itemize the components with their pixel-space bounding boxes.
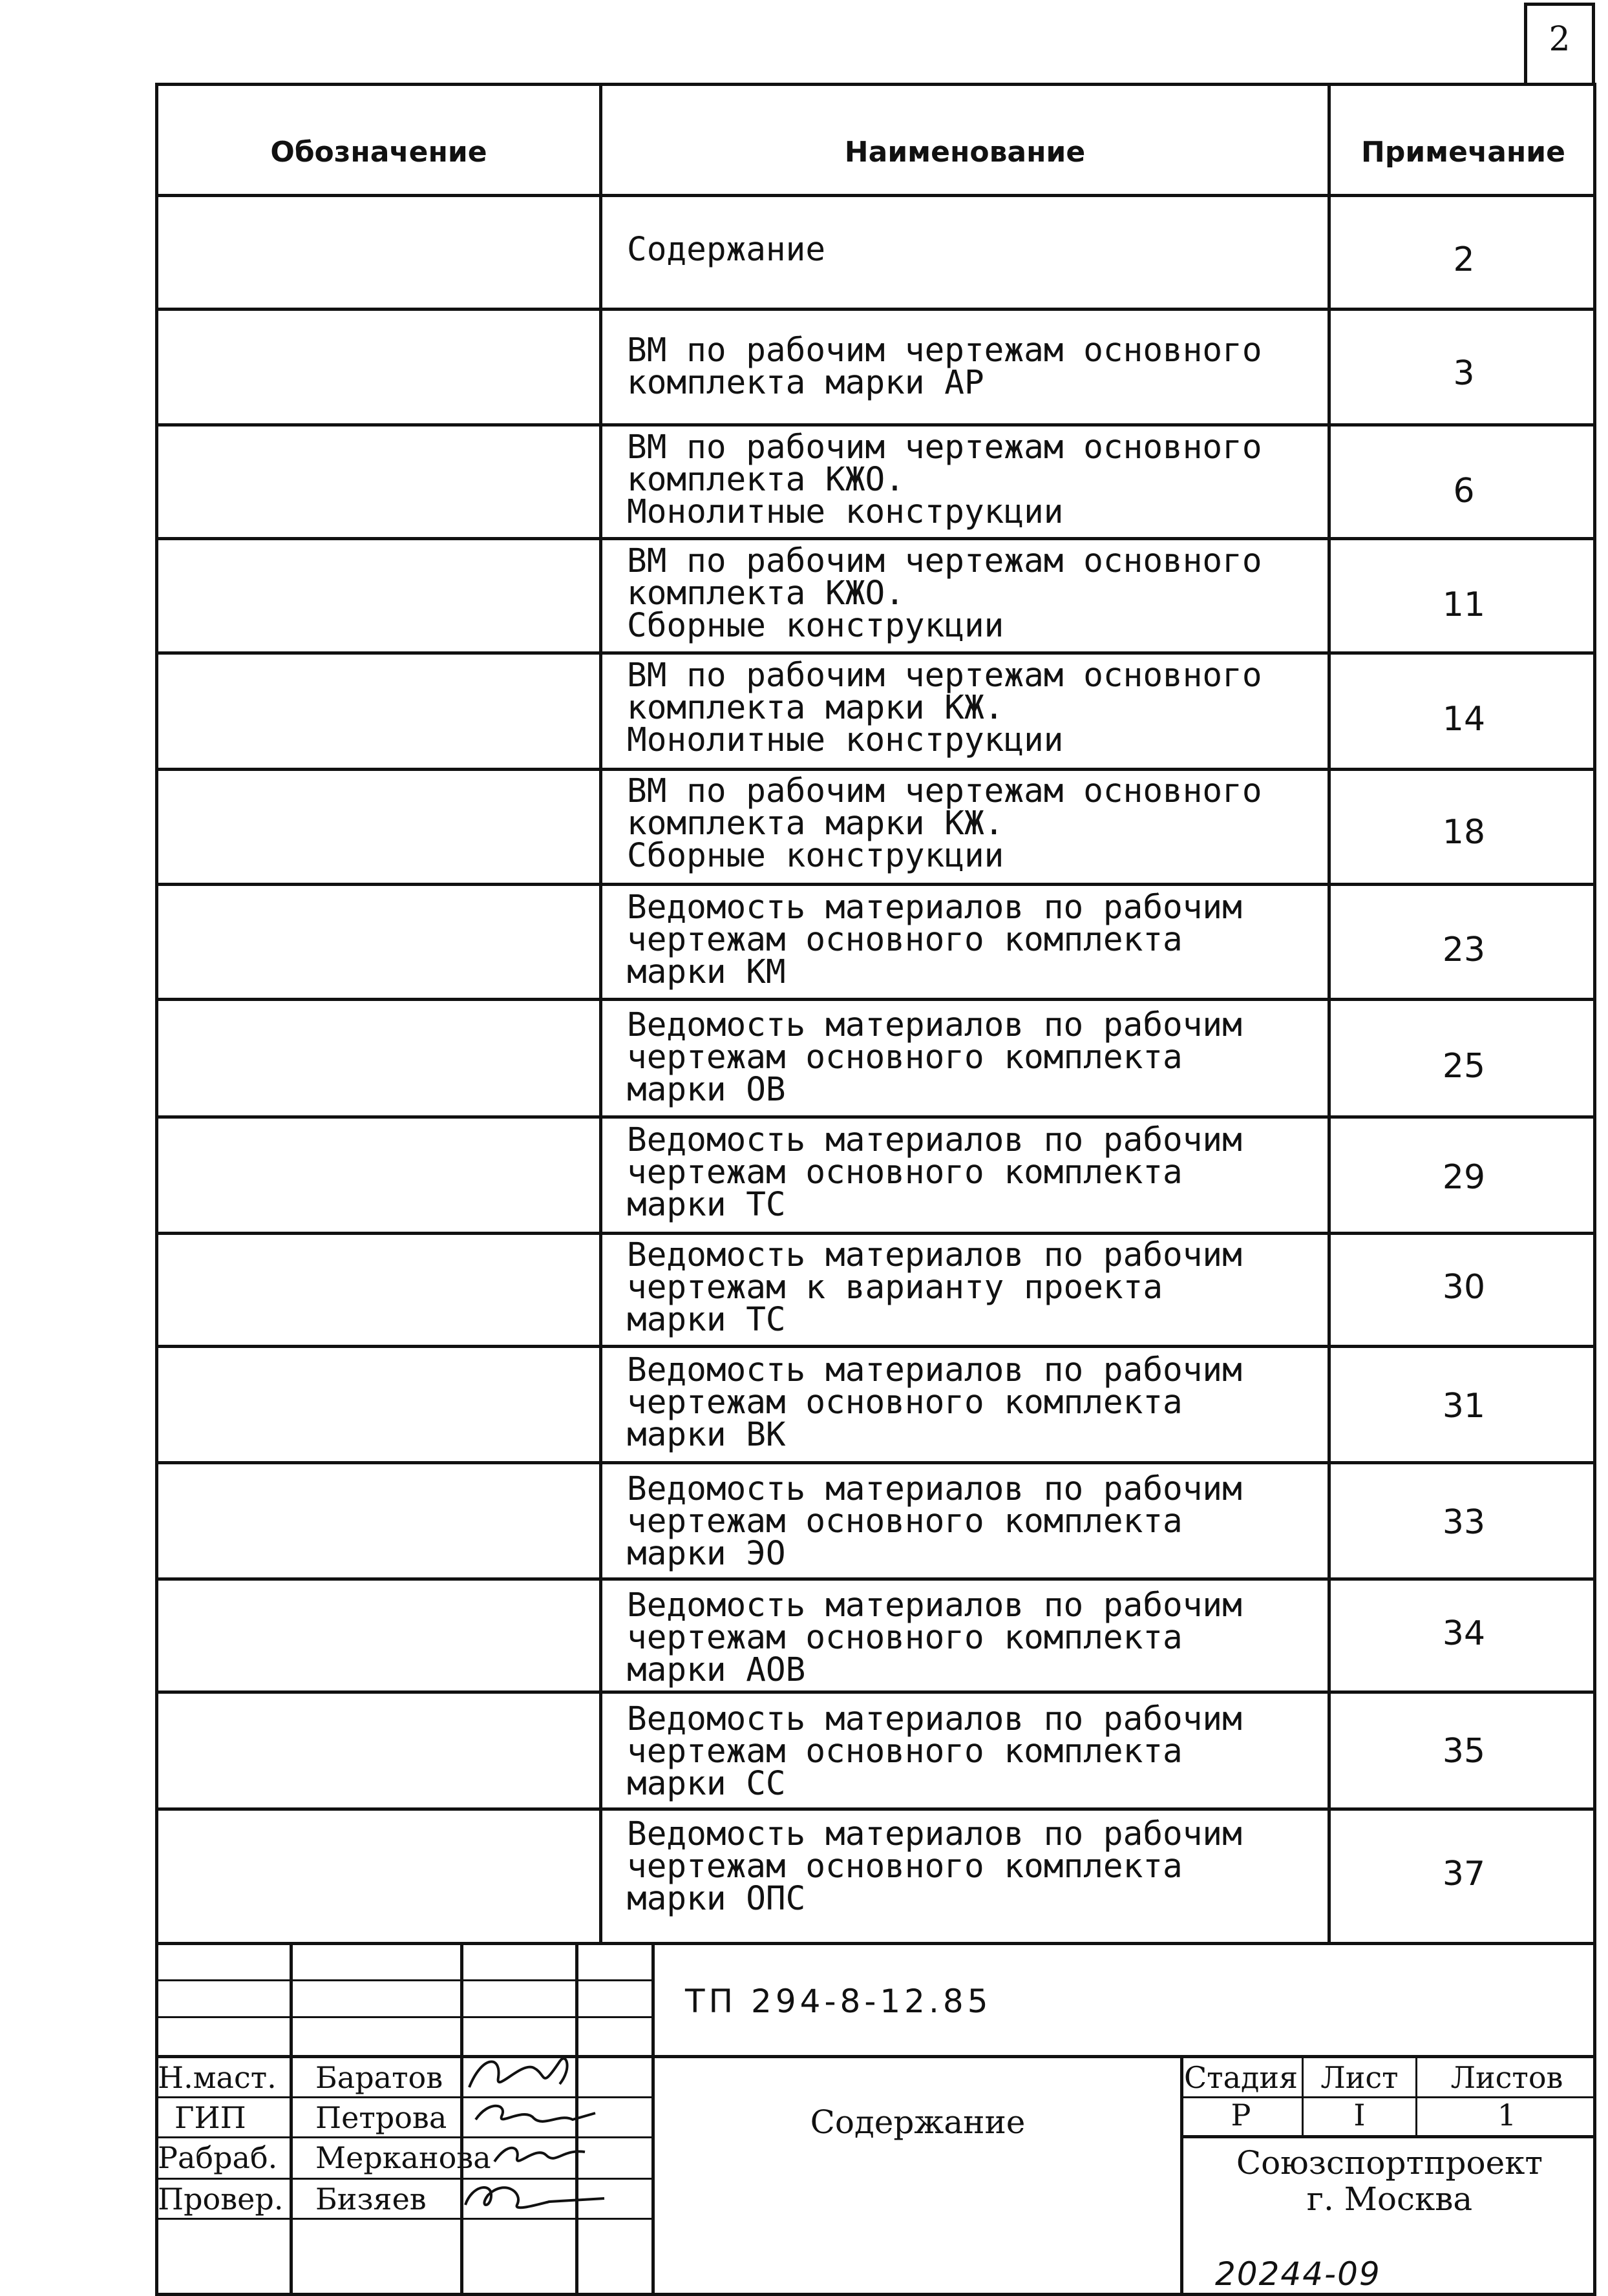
row-line: [155, 1577, 1596, 1581]
sheet-number: 2: [1549, 20, 1571, 59]
row-note: 29: [1442, 1158, 1486, 1197]
signature-merkanova: [491, 2133, 588, 2171]
document-title: Содержание: [810, 2103, 1026, 2141]
sheets-label: Листов: [1450, 2060, 1563, 2095]
document-code: ТП 294-8-12.85: [685, 1983, 992, 2020]
row-name: Ведомость материалов по рабочим чертежам основного комплекта марки АОВ: [627, 1586, 1242, 1689]
row-name: Ведомость материалов по рабочим чертежам основного комплекта марки СС: [627, 1700, 1242, 1803]
header-name: Наименование: [844, 136, 1086, 169]
row-note: 34: [1442, 1614, 1486, 1653]
sheet-label: Лист: [1320, 2060, 1399, 2095]
stamp-row-line: [155, 2055, 1596, 2058]
column-divider-note: [1328, 83, 1331, 1944]
stage-label: Стадия: [1183, 2060, 1298, 2095]
row-name: Ведомость материалов по рабочим чертежам основного комплекта марки ВК: [627, 1351, 1242, 1454]
row-note: 33: [1442, 1503, 1486, 1542]
row-line: [155, 1461, 1596, 1464]
row-name: ВМ по рабочим чертежам основного комплекта марки АР: [627, 332, 1262, 402]
row-note: 31: [1442, 1387, 1486, 1426]
signatory-name: Бизяев: [315, 2182, 427, 2217]
signature-petrova: [463, 2094, 598, 2133]
row-name: Ведомость материалов по рабочим чертежам основного комплекта марки ОПС: [627, 1815, 1242, 1918]
row-note: 3: [1453, 354, 1475, 393]
header-designation: Обозначение: [270, 136, 487, 169]
inventory-number: 20244-09: [1215, 2255, 1381, 2293]
row-name: Ведомость материалов по рабочим чертежам к варианту проекта марки ТС: [627, 1236, 1242, 1339]
stamp-col-role: [290, 1942, 293, 2296]
row-note: 11: [1442, 585, 1486, 624]
organization-name: Союзспортпроект: [1236, 2144, 1543, 2182]
header-note: Примечание: [1361, 136, 1565, 169]
row-line: [155, 308, 1596, 311]
stamp-row-line: [155, 2218, 651, 2220]
row-note: 30: [1442, 1268, 1486, 1307]
signatory-name: Петрова: [315, 2100, 447, 2135]
row-note: 37: [1442, 1855, 1486, 1893]
row-line: [155, 537, 1596, 540]
row-line: [155, 1232, 1596, 1235]
row-name: ВМ по рабочим чертежам основного комплекта КЖО. Монолитные конструкции: [627, 428, 1262, 531]
signatory-role: Провер.: [158, 2182, 284, 2217]
row-name: Ведомость материалов по рабочим чертежам основного комплекта марки КМ: [627, 889, 1242, 991]
row-name: ВМ по рабочим чертежам основного комплекта марки КЖ. Монолитные конструкции: [627, 657, 1262, 759]
row-line: [155, 423, 1596, 427]
row-line: [155, 651, 1596, 655]
row-note: 2: [1453, 240, 1475, 279]
row-line: [155, 1690, 1596, 1694]
row-note: 35: [1442, 1732, 1486, 1771]
row-line: [155, 883, 1596, 886]
sheet-value: I: [1353, 2098, 1366, 2133]
header-bottom-line: [155, 194, 1596, 197]
row-name: Ведомость материалов по рабочим чертежам основного комплекта марки ОВ: [627, 1006, 1242, 1109]
signatory-role: Н.маст.: [158, 2060, 277, 2095]
row-name: ВМ по рабочим чертежам основного комплекта КЖО. Сборные конструкции: [627, 542, 1262, 645]
stamp-row-line: [155, 2016, 651, 2018]
row-note: 23: [1442, 931, 1486, 969]
row-line: [155, 998, 1596, 1001]
stamp-stage-bottom: [1180, 2135, 1596, 2138]
signature-bizyaev: [452, 2173, 608, 2218]
stamp-row-line: [155, 1979, 651, 1981]
signatory-name: Баратов: [315, 2060, 443, 2095]
column-divider-designation: [599, 83, 602, 1944]
sheet-number-box: [1524, 3, 1595, 85]
sheets-value: 1: [1497, 2098, 1517, 2133]
row-line: [155, 1115, 1596, 1119]
row-note: 6: [1453, 472, 1475, 511]
signatory-name: Мерканова: [315, 2140, 491, 2175]
table-bottom-line: [155, 1942, 1596, 1945]
row-name: ВМ по рабочим чертежам основного комплекта марки КЖ. Сборные конструкции: [627, 772, 1262, 875]
row-line: [155, 1345, 1596, 1348]
signature-baratov: [463, 2048, 579, 2100]
row-line: [155, 1807, 1596, 1811]
row-name: Ведомость материалов по рабочим чертежам основного комплекта марки ТС: [627, 1121, 1242, 1224]
row-line: [155, 768, 1596, 771]
organization-city: г. Москва: [1306, 2180, 1473, 2218]
row-note: 25: [1442, 1047, 1486, 1086]
row-note: 14: [1442, 700, 1486, 739]
stage-value: Р: [1231, 2098, 1251, 2133]
row-name: Содержание: [627, 231, 826, 269]
row-name: Ведомость материалов по рабочим чертежам основного комплекта марки ЭО: [627, 1470, 1242, 1573]
signatory-role: ГИП: [175, 2100, 246, 2135]
row-note: 18: [1442, 813, 1486, 852]
signatory-role: Рабраб.: [158, 2140, 278, 2175]
